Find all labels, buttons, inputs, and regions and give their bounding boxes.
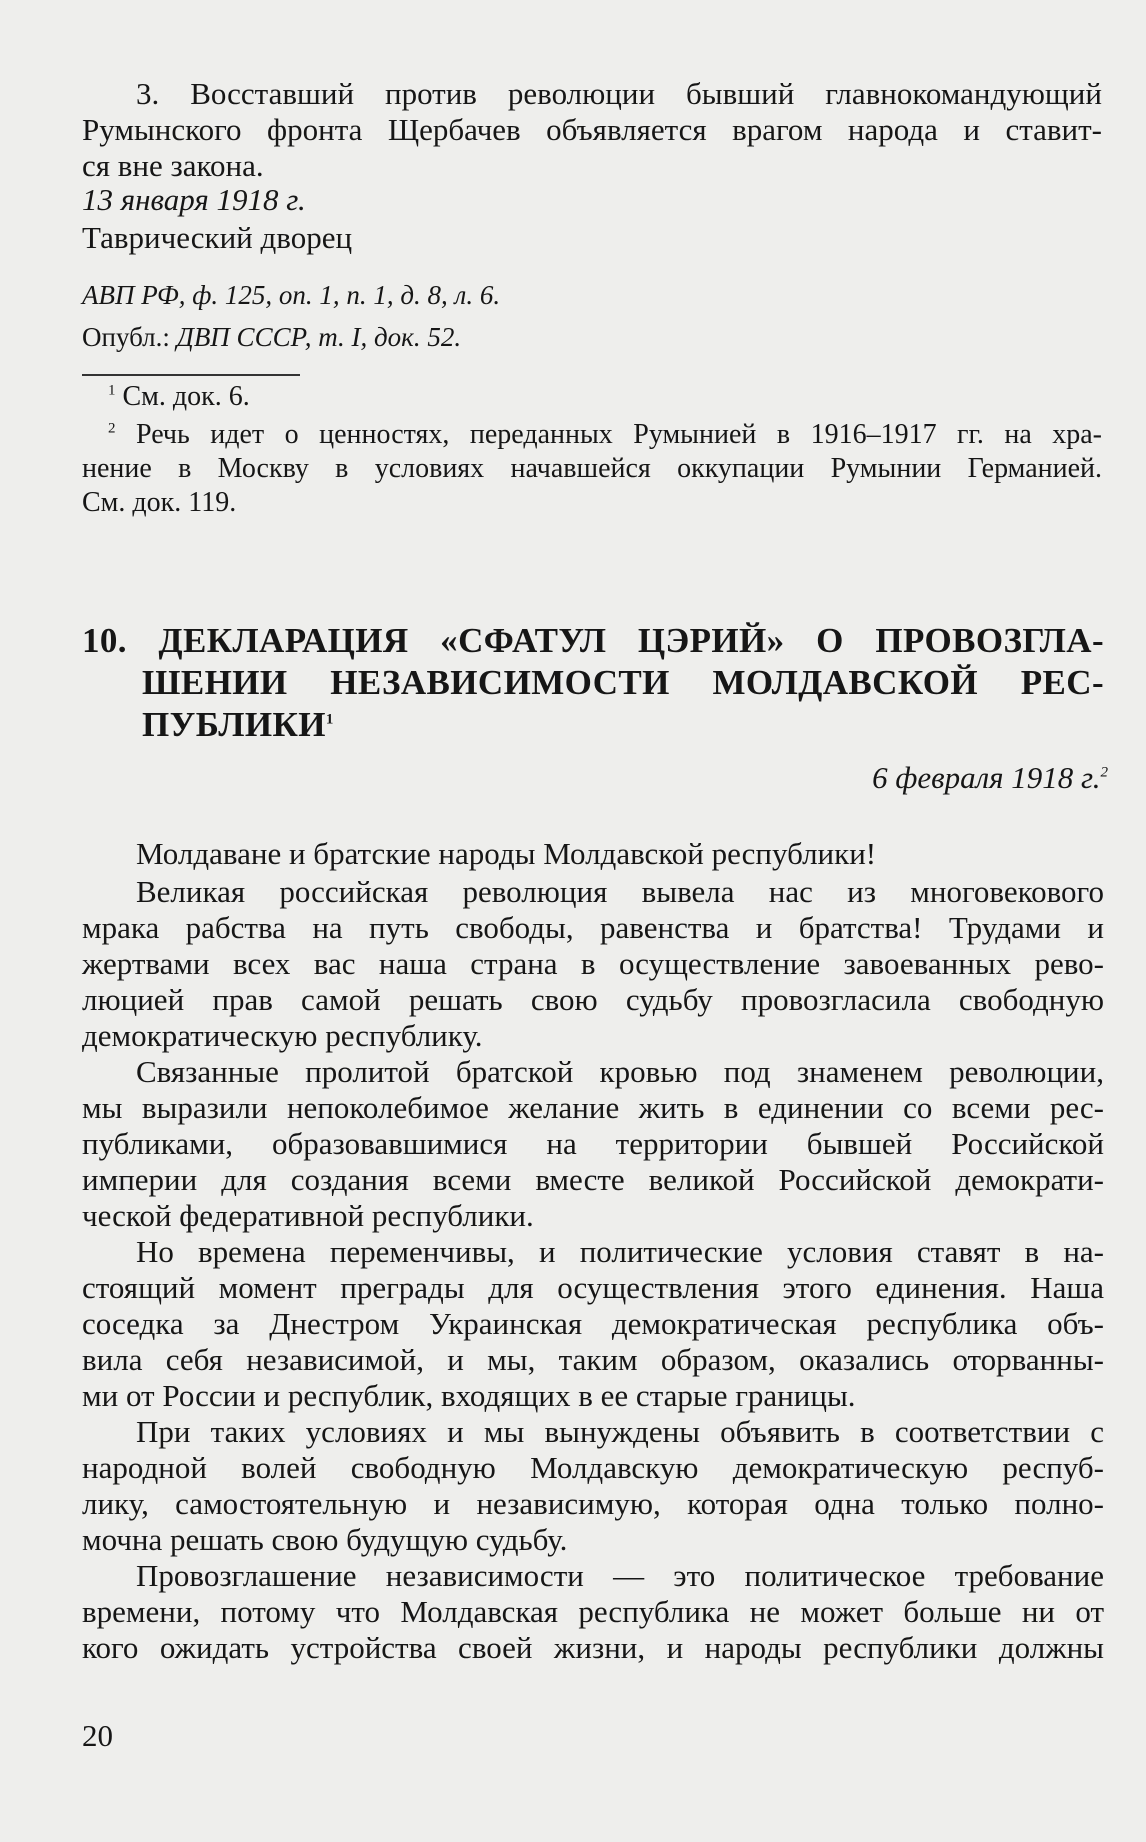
footnote-number: 2 bbox=[108, 420, 116, 437]
heading-line: ПУБЛИКИ bbox=[142, 705, 326, 744]
date-footnote-mark: 2 bbox=[1100, 764, 1108, 781]
document-heading bbox=[82, 620, 1104, 746]
document-number: 10. bbox=[82, 621, 127, 660]
signing-place: Таврический дворец bbox=[82, 220, 353, 255]
heading-line: ДЕКЛАРАЦИЯ «СФАТУЛ ЦЭРИЙ» О ПРОВОЗГЛА- bbox=[158, 621, 1104, 660]
paragraph-5 bbox=[82, 1414, 1104, 1558]
text-line: публиками, образовавшимися на территории бывшей Российской bbox=[82, 1126, 1104, 1161]
publication-source: ДВП СССР, т. I, док. 52. bbox=[176, 322, 462, 352]
footnote-text: См. док. 6. bbox=[122, 381, 250, 412]
footnote-divider bbox=[82, 374, 300, 376]
paragraph-2 bbox=[82, 874, 1104, 1054]
declaration-body bbox=[82, 836, 1104, 1666]
paragraph-4 bbox=[82, 1234, 1104, 1414]
text-line: 3. Восставший против революции бывший главнокомандующий bbox=[136, 76, 1102, 111]
footnote-2 bbox=[82, 418, 1102, 520]
publication-reference bbox=[82, 320, 461, 354]
text-line: мы выразили непоколебимое желание жить в единении со всеми рес- bbox=[82, 1090, 1104, 1125]
heading-line: ШЕНИИ НЕЗАВИСИМОСТИ МОЛДАВСКОЙ РЕС- bbox=[142, 663, 1104, 702]
text-line: империи для создания всеми вместе великой Российской демократи- bbox=[82, 1162, 1104, 1197]
text-line: жертвами всех вас наша страна в осуществление завоеванных рево- bbox=[82, 946, 1104, 981]
text-line: мрака рабства на путь свободы, равенства и братства! Трудами и bbox=[82, 910, 1104, 945]
paragraph-3 bbox=[82, 1054, 1104, 1234]
archive-reference: АВП РФ, ф. 125, оп. 1, п. 1, д. 8, л. 6. bbox=[82, 280, 501, 310]
text-line: Великая российская революция вывела нас из многовекового bbox=[136, 874, 1104, 909]
text-line: вила себя независимой, и мы, таким образом, оказались оторванны- bbox=[82, 1342, 1104, 1377]
footnote-text: нение в Москву в условиях начавшейся оккупации Румынии Германией. bbox=[82, 453, 1102, 484]
text-line: мочна решать свою будущую судьбу. bbox=[82, 1522, 568, 1557]
text-line: демократическую республику. bbox=[82, 1018, 483, 1053]
footnote-number: 1 bbox=[108, 382, 116, 399]
publication-label: Опубл.: bbox=[82, 322, 170, 352]
text-line: люцией прав самой решать свою судьбу провозгласила свободную bbox=[82, 982, 1104, 1017]
text-line: Связанные пролитой братской кровью под знаменем революции, bbox=[136, 1054, 1104, 1089]
paragraph-1 bbox=[82, 836, 1104, 872]
document-date-text: 6 февраля 1918 г. bbox=[872, 760, 1101, 795]
text-line: соседка за Днестром Украинская демократическая республика объ- bbox=[82, 1306, 1104, 1341]
text-line: кого ожидать устройства своей жизни, и народы республики должны bbox=[82, 1630, 1104, 1665]
text-line: Румынского фронта Щербачев объявляется врагом народа и ставит- bbox=[82, 112, 1102, 147]
heading-footnote-mark: 1 bbox=[325, 711, 334, 728]
text-line: При таких условиях и мы вынуждены объявить в соответствии с bbox=[136, 1414, 1104, 1449]
footnote-1 bbox=[108, 380, 250, 414]
signing-date: 13 января 1918 г. bbox=[82, 182, 306, 217]
text-line: Провозглашение независимости — это политическое требование bbox=[136, 1558, 1104, 1593]
text-line: ся вне закона. bbox=[82, 148, 264, 183]
text-line: ческой федеративной республики. bbox=[82, 1198, 534, 1233]
text-line: ми от России и республик, входящих в ее старые границы. bbox=[82, 1378, 856, 1413]
text-line: стоящий момент преграды для осуществления этого единения. Наша bbox=[82, 1270, 1104, 1305]
item-3-paragraph bbox=[82, 76, 1102, 184]
footnote-text: Речь идет о ценностях, переданных Румынией в 1916–1917 гг. на хра- bbox=[135, 419, 1102, 450]
page-number: 20 bbox=[82, 1718, 113, 1753]
text-line: лику, самостоятельную и независимую, которая одна только полно- bbox=[82, 1486, 1104, 1521]
paragraph-6 bbox=[82, 1558, 1104, 1666]
text-line: времени, потому что Молдавская республика не может больше ни от bbox=[82, 1594, 1104, 1629]
document-date bbox=[872, 760, 1108, 796]
text-line: Молдаване и братские народы Молдавской республики! bbox=[136, 836, 877, 871]
text-line: Но времена переменчивы, и политические условия ставят в на- bbox=[136, 1234, 1104, 1269]
footnote-text: См. док. 119. bbox=[82, 487, 237, 518]
text-line: народной волей свободную Молдавскую демократическую респуб- bbox=[82, 1450, 1104, 1485]
